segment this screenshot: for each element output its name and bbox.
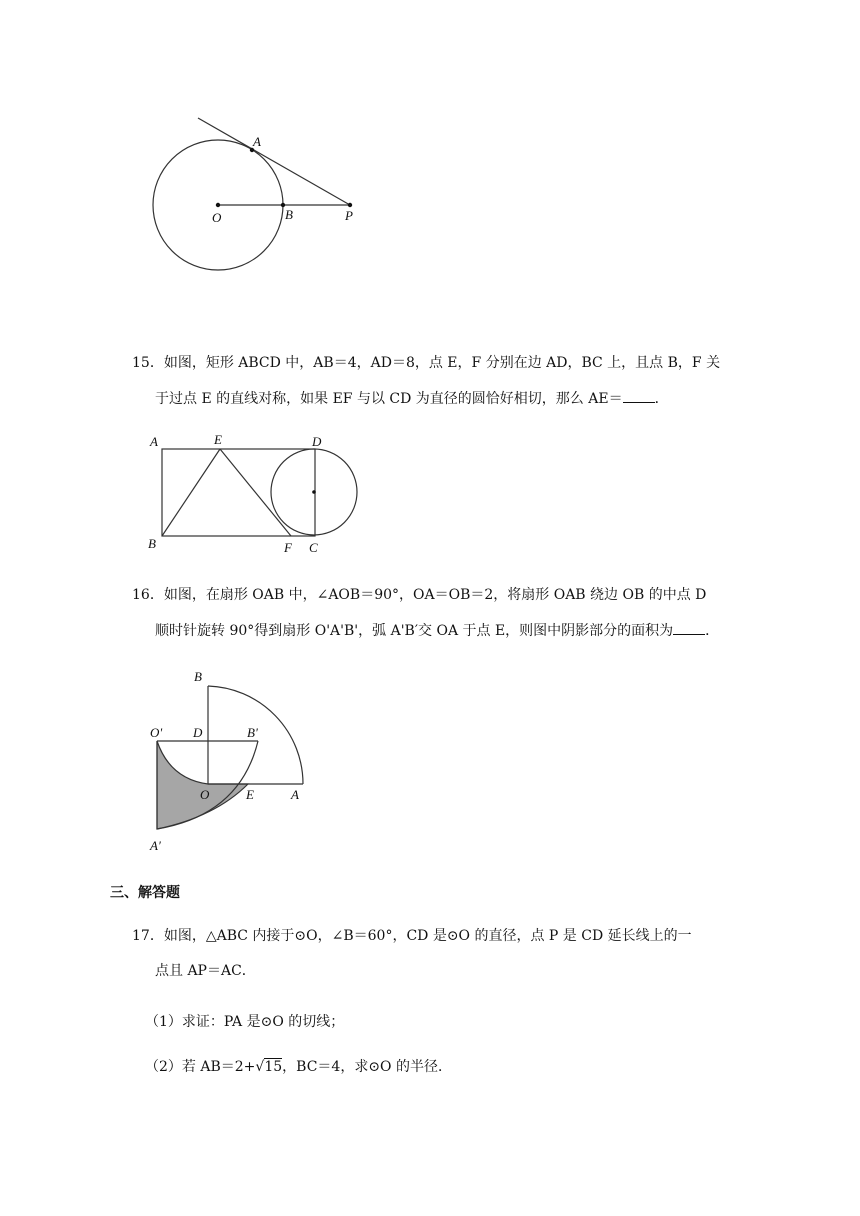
shaded-region <box>157 741 248 829</box>
q17-line2 <box>155 961 256 981</box>
label-c: C <box>309 540 318 555</box>
label-b: B <box>148 536 156 551</box>
q16-line2-end: ． <box>705 623 720 639</box>
segment-be <box>162 449 220 536</box>
q15-line2 <box>155 388 669 409</box>
figure-rotated-sector <box>140 660 320 860</box>
label-a-prime: A′ <box>150 838 161 853</box>
q17-sub1 <box>145 1012 344 1032</box>
label-o: O <box>212 210 222 225</box>
q17-sub1-text: （1）求证：PA 是⊙O 的切线； <box>145 1014 345 1030</box>
q17-line2-text: 点且 AP＝AC． <box>155 963 256 979</box>
q15-line2-end: ． <box>654 391 669 407</box>
q17-sub2-radicand: 15 <box>264 1059 283 1075</box>
q15-line1-text: 15．如图，矩形 ABCD 中，AB＝4，AD＝8，点 E，F 分别在边 AD，BC 上，且点 B，F 关 <box>132 355 721 371</box>
rectangle-abcd <box>162 449 315 536</box>
q15-line1 <box>132 353 720 373</box>
label-e: E <box>246 787 254 802</box>
label-b-prime: B' <box>247 725 258 740</box>
sqrt-icon: √ <box>255 1059 265 1075</box>
q17-sub2-post: ，BC＝4，求⊙O 的半径． <box>282 1059 452 1075</box>
circle-center <box>312 490 316 494</box>
label-e: E <box>214 432 222 447</box>
q16-line2 <box>155 620 719 641</box>
q15-line2-text: 于过点 E 的直线对称，如果 EF 与以 CD 为直径的圆恰好相切，那么 AE＝ <box>155 391 623 407</box>
point-p <box>348 203 352 207</box>
label-o-prime: O' <box>150 725 163 740</box>
label-b: B <box>194 669 202 684</box>
label-b: B <box>285 207 293 222</box>
figure-tangent-circle <box>140 110 380 280</box>
q16-line1 <box>132 585 706 605</box>
label-p: P <box>345 208 353 223</box>
label-a: A <box>253 134 261 149</box>
q17-line1-text: 17．如图，△ABC 内接于⊙O，∠B＝60°，CD 是⊙O 的直径，点 P 是 CD 延长线上的一 <box>132 928 692 944</box>
label-f: F <box>284 540 292 555</box>
q16-line2-text: 顺时针旋转 90°得到扇形 O'A'B'，弧 A'B′交 OA 于点 E，则图中阴影部分的面积为 <box>155 623 674 639</box>
figure-rectangle-circle <box>140 425 380 560</box>
label-d: D <box>312 434 322 449</box>
section-title: 三、解答题 <box>110 885 180 901</box>
tangent-line <box>198 118 350 205</box>
q17-sub2-pre: （2）若 AB＝2+ <box>145 1059 256 1075</box>
q16-answer-blank[interactable] <box>673 620 705 635</box>
q16-line1-text: 16．如图，在扇形 OAB 中，∠AOB＝90°，OA＝OB＝2，将扇形 OAB 绕边 OB 的中点 D <box>132 587 707 603</box>
label-o: O <box>200 787 210 802</box>
label-a: A <box>150 434 158 449</box>
label-a: A <box>291 787 299 802</box>
q15-answer-blank[interactable] <box>623 388 655 403</box>
segment-ef <box>220 449 291 536</box>
q17-sub2 <box>145 1057 452 1077</box>
point-o <box>216 203 220 207</box>
q17-line1 <box>132 926 692 946</box>
label-d: D <box>193 725 203 740</box>
